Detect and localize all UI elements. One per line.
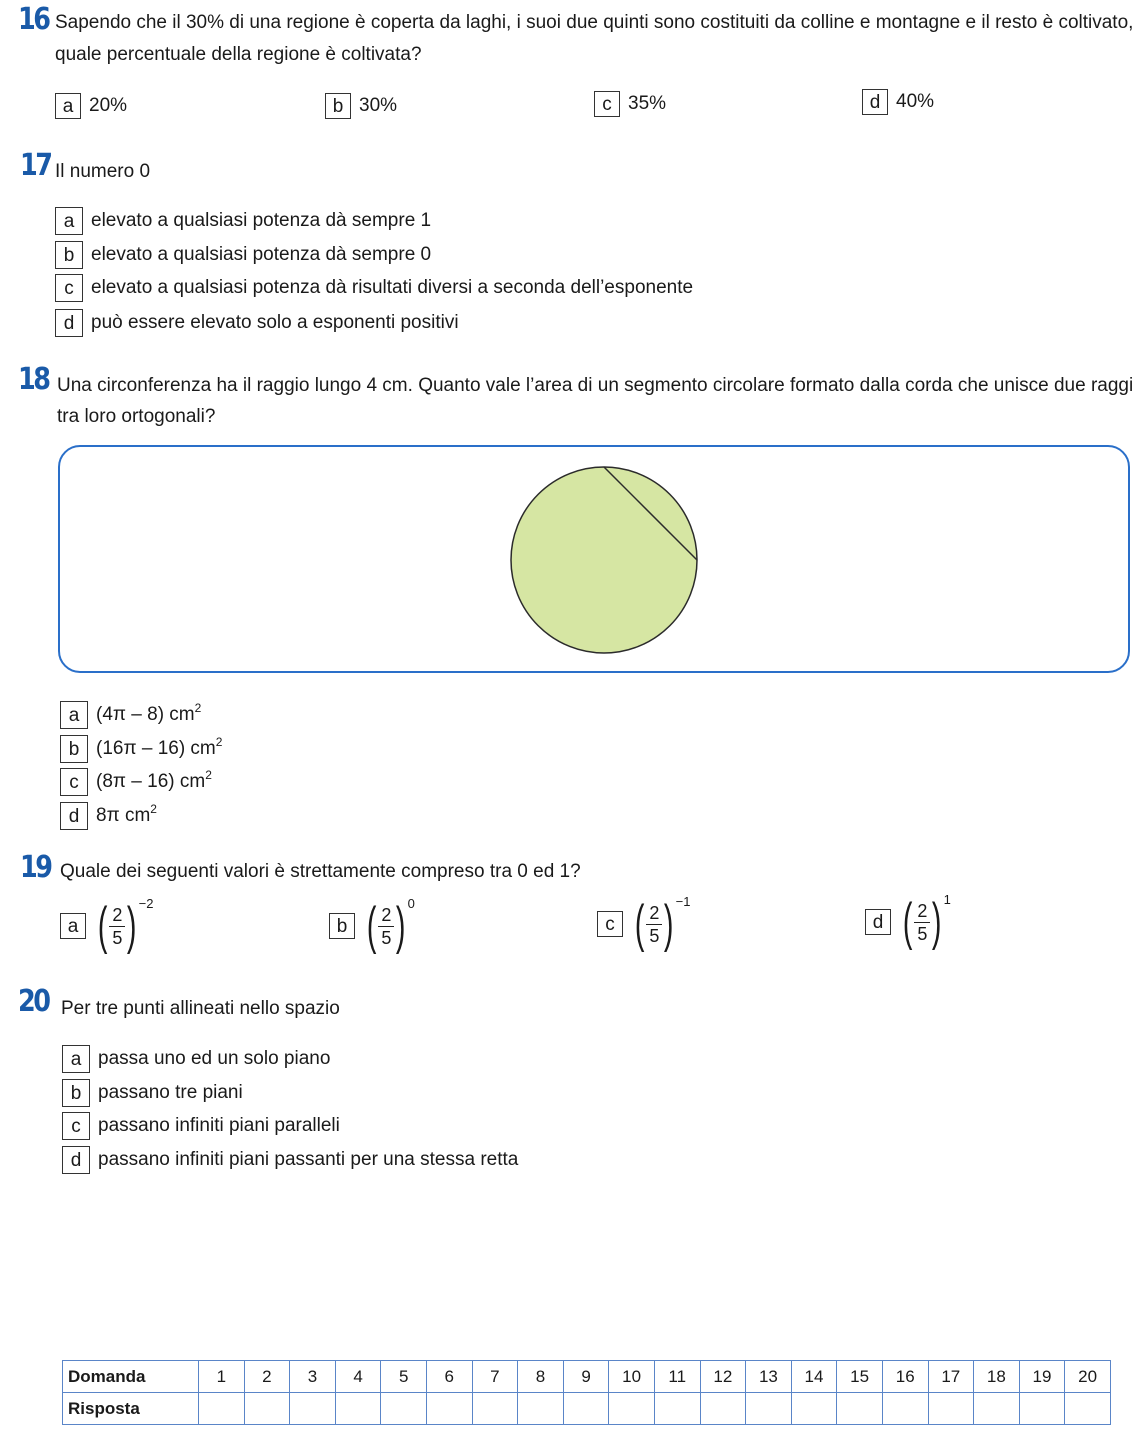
answer-cell[interactable] <box>654 1393 700 1425</box>
question-col: 9 <box>563 1361 609 1393</box>
option-letter: b <box>62 1079 90 1107</box>
question-col: 20 <box>1065 1361 1111 1393</box>
q20-option-a[interactable] <box>62 1044 330 1074</box>
answer-cell[interactable] <box>974 1393 1020 1425</box>
question-col: 13 <box>746 1361 792 1393</box>
q16-option-b[interactable] <box>325 93 397 119</box>
question-col: 1 <box>199 1361 245 1393</box>
q16-option-a[interactable] <box>55 93 127 119</box>
option-letter: c <box>60 768 88 796</box>
option-value: 30% <box>359 95 398 116</box>
question-number-16: 16 <box>18 2 49 37</box>
q19-option-d[interactable] <box>865 892 951 951</box>
option-letter: b <box>60 735 88 763</box>
answer-cell[interactable] <box>563 1393 609 1425</box>
question-16-text-line1: Sapendo che il 30% di una regione è coperta da laghi, i suoi due quinti sono costituiti da colline e montagne e il resto è coltivato, <box>55 12 1134 33</box>
option-value: (16π – 16) cm <box>96 738 216 759</box>
question-col: 16 <box>882 1361 928 1393</box>
answer-cell[interactable] <box>472 1393 518 1425</box>
option-value: 20% <box>89 95 128 116</box>
right-paren: ) <box>396 897 406 955</box>
answer-table-row-questions <box>63 1361 1111 1393</box>
question-col: 17 <box>928 1361 974 1393</box>
fraction-denominator: 5 <box>112 927 123 948</box>
option-letter: b <box>55 241 83 269</box>
answer-cell[interactable] <box>928 1393 974 1425</box>
answer-cell[interactable] <box>1065 1393 1111 1425</box>
answer-cell[interactable] <box>290 1393 336 1425</box>
option-letter: a <box>55 93 81 119</box>
q18-option-b[interactable] <box>60 727 223 760</box>
option-letter: a <box>62 1045 90 1073</box>
question-17-text: Il numero 0 <box>55 161 151 182</box>
option-letter: a <box>60 913 86 939</box>
answer-table <box>62 1360 1111 1425</box>
question-19-text: Quale dei seguenti valori è strettamente compreso tra 0 ed 1? <box>60 861 581 882</box>
question-col: 10 <box>609 1361 655 1393</box>
option-value: passano infiniti piani passanti per una stessa retta <box>98 1149 519 1170</box>
answer-cell[interactable] <box>1019 1393 1065 1425</box>
question-col: 6 <box>426 1361 472 1393</box>
answer-cell[interactable] <box>426 1393 472 1425</box>
option-value: può essere elevato solo a esponenti positivi <box>91 312 459 333</box>
left-paren: ( <box>366 897 377 955</box>
answer-cell[interactable] <box>335 1393 381 1425</box>
option-letter: d <box>865 909 891 935</box>
right-paren: ) <box>127 897 137 955</box>
q17-option-b[interactable] <box>55 240 431 270</box>
question-col: 3 <box>290 1361 336 1393</box>
question-col: 2 <box>244 1361 290 1393</box>
q18-option-c[interactable] <box>60 760 212 793</box>
option-exponent: 2 <box>150 802 157 816</box>
option-letter: c <box>594 91 620 117</box>
option-value: 40% <box>896 91 935 112</box>
fraction-numerator: 2 <box>649 902 660 923</box>
row-label-risposta: Risposta <box>63 1393 199 1425</box>
option-letter: a <box>60 701 88 729</box>
question-18-text-line2: tra loro ortogonali? <box>57 406 216 427</box>
fraction-denominator: 5 <box>649 925 660 946</box>
left-paren: ( <box>97 897 108 955</box>
option-letter: c <box>55 274 83 302</box>
option-letter: a <box>55 207 83 235</box>
q17-option-c[interactable] <box>55 273 693 303</box>
left-paren: ( <box>634 895 645 953</box>
q16-option-d[interactable] <box>862 89 934 115</box>
question-20-text: Per tre punti allineati nello spazio <box>61 998 340 1019</box>
fraction-exponent: −1 <box>675 894 691 909</box>
option-value: passano infiniti piani paralleli <box>98 1115 340 1136</box>
answer-cell[interactable] <box>199 1393 245 1425</box>
question-number-17: 17 <box>20 148 51 183</box>
answer-cell[interactable] <box>746 1393 792 1425</box>
answer-table-row-answers <box>63 1393 1111 1425</box>
option-letter: d <box>55 309 83 337</box>
left-paren: ( <box>902 893 913 951</box>
option-value: elevato a qualsiasi potenza dà sempre 1 <box>91 210 432 231</box>
fraction-exponent: −2 <box>138 896 154 911</box>
q18-option-d[interactable] <box>60 794 157 827</box>
fraction-denominator: 5 <box>917 923 928 944</box>
q19-option-a[interactable] <box>60 896 154 955</box>
option-value: 8π cm <box>96 805 151 826</box>
question-col: 4 <box>335 1361 381 1393</box>
option-value: passa uno ed un solo piano <box>98 1048 331 1069</box>
fraction-exponent: 0 <box>407 896 415 911</box>
right-paren: ) <box>664 895 674 953</box>
row-label-domanda: Domanda <box>63 1361 199 1393</box>
q17-option-a[interactable] <box>55 206 431 236</box>
option-letter: c <box>597 911 623 937</box>
option-value: (8π – 16) cm <box>96 771 206 792</box>
fraction-exponent: 1 <box>943 892 951 907</box>
question-col: 12 <box>700 1361 746 1393</box>
option-letter: c <box>62 1112 90 1140</box>
option-exponent: 2 <box>205 768 212 782</box>
question-col: 14 <box>791 1361 837 1393</box>
fraction-numerator: 2 <box>381 904 392 925</box>
question-number-19: 19 <box>20 850 51 885</box>
q17-option-d[interactable] <box>55 308 459 338</box>
option-value: elevato a qualsiasi potenza dà risultati diversi a seconda dell’esponente <box>91 277 694 298</box>
option-value: elevato a qualsiasi potenza dà sempre 0 <box>91 244 432 265</box>
answer-cell[interactable] <box>837 1393 883 1425</box>
answer-cell[interactable] <box>609 1393 655 1425</box>
option-letter: d <box>60 802 88 830</box>
fraction-numerator: 2 <box>917 900 928 921</box>
q19-option-b[interactable] <box>329 896 415 955</box>
option-letter: d <box>862 89 888 115</box>
question-number-18: 18 <box>18 362 49 397</box>
question-number-20: 20 <box>18 984 49 1019</box>
circle-segment-figure <box>505 462 705 658</box>
q19-option-c[interactable] <box>597 894 691 953</box>
answer-cell[interactable] <box>882 1393 928 1425</box>
option-value: (4π – 8) cm <box>96 704 195 725</box>
option-letter: d <box>62 1146 90 1174</box>
circle <box>511 467 697 653</box>
question-col: 15 <box>837 1361 883 1393</box>
option-value: 35% <box>628 93 667 114</box>
question-col: 5 <box>381 1361 427 1393</box>
question-col: 19 <box>1019 1361 1065 1393</box>
fraction-denominator: 5 <box>381 927 392 948</box>
q20-option-d[interactable] <box>62 1145 518 1175</box>
answer-cell[interactable] <box>791 1393 837 1425</box>
option-letter: b <box>329 913 355 939</box>
question-col: 7 <box>472 1361 518 1393</box>
answer-cell[interactable] <box>381 1393 427 1425</box>
question-col: 8 <box>518 1361 564 1393</box>
question-18-text-line1: Una circonferenza ha il raggio lungo 4 cm. Quanto vale l’area di un segmento circolare formato dalla corda che unisce due raggi <box>57 375 1134 396</box>
q18-option-a[interactable] <box>60 693 202 726</box>
q20-option-c[interactable] <box>62 1111 340 1141</box>
question-16-text-line2: quale percentuale della regione è coltivata? <box>55 44 422 65</box>
question-col: 11 <box>654 1361 700 1393</box>
answer-cell[interactable] <box>700 1393 746 1425</box>
question-col: 18 <box>974 1361 1020 1393</box>
option-exponent: 2 <box>194 701 202 715</box>
fraction-numerator: 2 <box>112 904 123 925</box>
answer-cell[interactable] <box>518 1393 564 1425</box>
option-letter: b <box>325 93 351 119</box>
q20-option-b[interactable] <box>62 1078 243 1108</box>
option-exponent: 2 <box>215 735 223 749</box>
q16-option-c[interactable] <box>594 91 666 117</box>
right-paren: ) <box>932 893 942 951</box>
option-value: passano tre piani <box>98 1082 243 1103</box>
answer-cell[interactable] <box>244 1393 290 1425</box>
